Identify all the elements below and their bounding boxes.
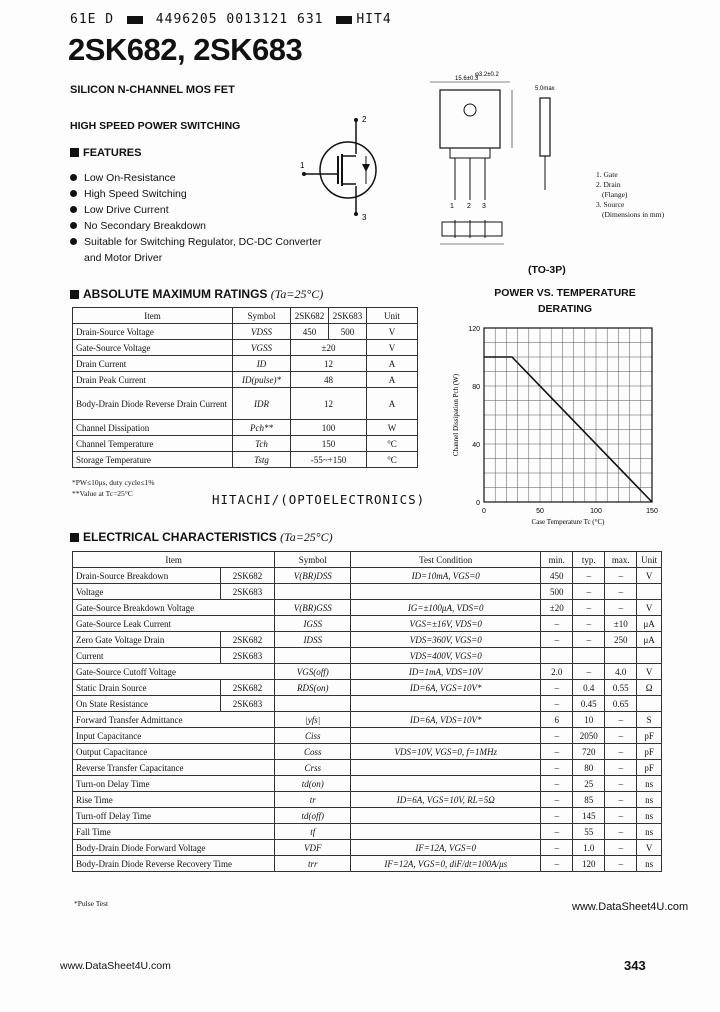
table-cell: – [541, 728, 573, 744]
table-row [73, 712, 662, 728]
table-cell: Forward Transfer Admittance [73, 712, 275, 728]
table-cell: tr [275, 792, 351, 808]
table-cell: – [605, 776, 637, 792]
table-cell: – [541, 840, 573, 856]
section-bullet [70, 290, 79, 299]
table-cell: Ciss [275, 728, 351, 744]
table-cell: IF=12A, VGS=0 [351, 840, 541, 856]
table-cell [351, 808, 541, 824]
amr-notes: *PW≤10μs, duty cycle≤1% **Value at Tc=25°C [72, 478, 155, 498]
table-row [73, 664, 662, 680]
table-row [73, 648, 662, 664]
table-cell: pF [637, 744, 662, 760]
feature-item: High Speed Switching [70, 186, 322, 202]
y-tick-label: 120 [468, 326, 480, 333]
table-cell: 6 [541, 712, 573, 728]
table-cell: – [541, 680, 573, 696]
table-cell: 0.4 [573, 680, 605, 696]
table-cell: ±20 [541, 600, 573, 616]
svg-text:15.6±0.3: 15.6±0.3 [455, 76, 479, 82]
table-row [73, 856, 662, 872]
table-cell: μA [637, 632, 662, 648]
table-row [73, 584, 662, 600]
table-cell: Reverse Transfer Capacitance [73, 760, 275, 776]
table-cell: – [573, 600, 605, 616]
svg-text:3: 3 [362, 213, 367, 222]
table-cell: – [541, 744, 573, 760]
table-cell: 2SK683 [220, 648, 274, 664]
table-row [73, 600, 662, 616]
table-cell: Ω [637, 680, 662, 696]
table-cell: – [541, 616, 573, 632]
table-cell: VDS=360V, VGS=0 [351, 632, 541, 648]
table-cell: – [605, 584, 637, 600]
table-cell: Zero Gate Voltage Drain [73, 632, 221, 648]
table-cell: VDS=400V, VGS=0 [351, 648, 541, 664]
table-cell: Gate-Source Leak Current [73, 616, 275, 632]
table-cell: VDS=10V, VGS=0, f=1MHz [351, 744, 541, 760]
table-cell [351, 824, 541, 840]
table-cell: – [605, 808, 637, 824]
header-block-mark-2 [336, 16, 352, 24]
table-header-row: Item Symbol 2SK682 2SK683 Unit [73, 308, 418, 324]
table-cell: Crss [275, 760, 351, 776]
svg-text:2: 2 [467, 203, 471, 210]
doc-header-code [70, 12, 392, 27]
table-row: Gate-Source Voltage VGSS ±20 V [73, 340, 418, 356]
table-cell: – [605, 824, 637, 840]
table-cell: tf [275, 824, 351, 840]
table-cell: 2SK682 [220, 632, 274, 648]
table-row [73, 632, 662, 648]
table-cell: – [605, 728, 637, 744]
table-cell: Gate-Source Cutoff Voltage [73, 664, 275, 680]
table-cell: V [637, 600, 662, 616]
table-cell: Drain-Source Breakdown [73, 568, 221, 584]
table-cell: 4.0 [605, 664, 637, 680]
table-cell: – [605, 792, 637, 808]
table-cell [637, 696, 662, 712]
table-cell: 120 [573, 856, 605, 872]
table-row [73, 680, 662, 696]
table-cell: – [573, 616, 605, 632]
table-cell: VGS(off) [275, 664, 351, 680]
table-cell: – [605, 600, 637, 616]
y-tick-label: 40 [472, 442, 480, 449]
table-row: Storage Temperature Tstg -55~+150 °C [73, 452, 418, 468]
table-cell: 250 [605, 632, 637, 648]
table-cell: ID=6A, VGS=10V, RL=5Ω [351, 792, 541, 808]
table-cell: 2SK683 [220, 696, 274, 712]
table-cell: – [573, 568, 605, 584]
table-cell: 2SK683 [220, 584, 274, 600]
y-axis-label: Channel Dissipation Pch (W) [452, 373, 460, 457]
table-cell [637, 584, 662, 600]
x-axis-label: Case Temperature Tc (°C) [531, 518, 605, 526]
table-cell: Gate-Source Breakdown Voltage [73, 600, 275, 616]
table-row [73, 696, 662, 712]
table-cell [275, 648, 351, 664]
table-row: Channel Temperature Tch 150 °C [73, 436, 418, 452]
package-name: (TO-3P) [528, 264, 566, 276]
table-cell: ns [637, 792, 662, 808]
x-tick-label: 0 [482, 508, 486, 515]
table-cell [351, 776, 541, 792]
table-cell: V(BR)DSS [275, 568, 351, 584]
table-cell: – [605, 760, 637, 776]
pin-legend: 1. Gate 2. Drain (Flange) 3. Source (Dimensions in mm) [596, 170, 665, 219]
table-cell: Static Drain Source [73, 680, 221, 696]
table-cell: RDS(on) [275, 680, 351, 696]
table-cell [573, 648, 605, 664]
table-cell: IGSS [275, 616, 351, 632]
table-cell: Voltage [73, 584, 221, 600]
header-block-mark [127, 16, 143, 24]
table-cell: Input Capacitance [73, 728, 275, 744]
table-cell: ns [637, 776, 662, 792]
feature-item: and Motor Driver [84, 252, 163, 264]
table-cell: – [541, 776, 573, 792]
table-row [73, 792, 662, 808]
table-row [73, 744, 662, 760]
table-cell: 0.55 [605, 680, 637, 696]
chart-title: POWER VS. TEMPERATURE DERATING [494, 287, 636, 315]
table-row [73, 728, 662, 744]
features-list [70, 170, 322, 266]
table-cell: 720 [573, 744, 605, 760]
table-cell: – [541, 856, 573, 872]
table-cell: 2050 [573, 728, 605, 744]
table-row [73, 616, 662, 632]
feature-item: Low On-Resistance [70, 170, 322, 186]
page-number: 343 [624, 958, 646, 973]
x-tick-label: 100 [590, 508, 602, 515]
table-row: Channel Dissipation Pch** 100 W [73, 420, 418, 436]
table-cell: S [637, 712, 662, 728]
table-cell: 450 [541, 568, 573, 584]
table-cell: ±10 [605, 616, 637, 632]
amr-table [72, 307, 418, 468]
table-row [73, 824, 662, 840]
table-cell [351, 696, 541, 712]
table-cell [605, 648, 637, 664]
table-cell: μA [637, 616, 662, 632]
table-row: Body-Drain Diode Reverse Drain Current IDR 12 A [73, 388, 418, 420]
table-cell: Rise Time [73, 792, 275, 808]
table-cell: – [605, 568, 637, 584]
table-cell: 2SK682 [220, 680, 274, 696]
table-cell: VDF [275, 840, 351, 856]
ec-heading: ELECTRICAL CHARACTERISTICS (Ta=25°C) [70, 530, 333, 545]
svg-text:1: 1 [450, 203, 454, 210]
feature-item: Suitable for Switching Regulator, DC-DC Converter [70, 234, 322, 250]
table-cell: ns [637, 824, 662, 840]
table-cell: pF [637, 760, 662, 776]
table-row [73, 840, 662, 856]
table-cell: 10 [573, 712, 605, 728]
table-cell: V(BR)GSS [275, 600, 351, 616]
y-tick-label: 0 [476, 500, 480, 507]
svg-text:1: 1 [300, 161, 305, 170]
table-cell: Body-Drain Diode Reverse Recovery Time [73, 856, 275, 872]
ec-table [72, 551, 662, 872]
table-cell: 80 [573, 760, 605, 776]
table-cell: – [573, 664, 605, 680]
table-cell: – [541, 696, 573, 712]
table-cell: – [541, 808, 573, 824]
features-heading: FEATURES [70, 147, 141, 159]
section-bullet [70, 533, 79, 542]
x-tick-label: 150 [646, 508, 658, 515]
table-cell: Current [73, 648, 221, 664]
table-cell: IF=12A, VGS=0, diF/dt=100A/μs [351, 856, 541, 872]
table-cell: ID=6A, VGS=10V* [351, 680, 541, 696]
table-cell [351, 584, 541, 600]
svg-text:2: 2 [362, 115, 367, 124]
y-tick-label: 80 [472, 384, 480, 391]
table-cell: 0.45 [573, 696, 605, 712]
table-cell: Output Capacitance [73, 744, 275, 760]
table-cell [637, 648, 662, 664]
table-cell: – [605, 856, 637, 872]
table-cell: 0.65 [605, 696, 637, 712]
feature-item: Low Drive Current [70, 202, 322, 218]
table-cell: 55 [573, 824, 605, 840]
table-cell: VGS=±16V, VDS=0 [351, 616, 541, 632]
table-cell [275, 584, 351, 600]
table-row: Drain Current ID 12 A [73, 356, 418, 372]
table-row [73, 760, 662, 776]
table-cell: 1.0 [573, 840, 605, 856]
table-cell [275, 696, 351, 712]
table-header-row: Item Symbol Test Condition min. typ. max. Unit [73, 552, 662, 568]
svg-text:5.0max: 5.0max [535, 86, 555, 92]
table-cell: 500 [541, 584, 573, 600]
ec-note: *Pulse Test [74, 899, 109, 908]
table-cell [351, 728, 541, 744]
svg-text:3: 3 [482, 203, 486, 210]
watermark-url[interactable]: www.DataSheet4U.com [572, 901, 689, 913]
table-cell: V [637, 840, 662, 856]
table-cell: – [541, 824, 573, 840]
table-cell: ID=1mA, VDS=10V [351, 664, 541, 680]
table-cell: 2.0 [541, 664, 573, 680]
table-cell: trr [275, 856, 351, 872]
section-bullet [70, 148, 79, 157]
table-row [73, 568, 662, 584]
table-cell: 25 [573, 776, 605, 792]
table-cell: Body-Drain Diode Forward Voltage [73, 840, 275, 856]
table-row: Drain Peak Current ID(pulse)* 48 A [73, 372, 418, 388]
amr-heading: ABSOLUTE MAXIMUM RATINGS (Ta=25°C) [70, 287, 323, 302]
table-cell: – [541, 632, 573, 648]
table-cell: |yfs| [275, 712, 351, 728]
table-cell: 85 [573, 792, 605, 808]
subtitle: SILICON N-CHANNEL MOS FET [70, 84, 235, 96]
derating-chart [448, 318, 670, 528]
table-cell: Coss [275, 744, 351, 760]
table-cell: td(on) [275, 776, 351, 792]
table-cell: ID=6A, VDS=10V* [351, 712, 541, 728]
table-cell: ns [637, 808, 662, 824]
table-cell: ns [637, 856, 662, 872]
table-cell: 2SK682 [220, 568, 274, 584]
table-cell: Turn-on Delay Time [73, 776, 275, 792]
table-cell [541, 648, 573, 664]
table-cell: pF [637, 728, 662, 744]
mosfet-symbol-icon [300, 112, 380, 222]
table-cell: Fall Time [73, 824, 275, 840]
table-row [73, 808, 662, 824]
table-cell: 145 [573, 808, 605, 824]
table-cell: IDSS [275, 632, 351, 648]
page-title: 2SK682, 2SK683 [68, 32, 303, 67]
table-cell: Turn-off Delay Time [73, 808, 275, 824]
table-cell: td(off) [275, 808, 351, 824]
table-cell: – [573, 632, 605, 648]
table-cell: V [637, 664, 662, 680]
table-cell: – [605, 712, 637, 728]
brand-stamp: HITACHI/(OPTOELECTRONICS) [212, 492, 426, 507]
table-cell: – [605, 744, 637, 760]
table-cell: – [573, 584, 605, 600]
table-cell: – [541, 760, 573, 776]
footer-url[interactable]: www.DataSheet4U.com [60, 960, 171, 972]
header-code-b: 4496205 0013121 631 [155, 12, 324, 27]
application-heading: HIGH SPEED POWER SWITCHING [70, 120, 241, 132]
feature-item: No Secondary Breakdown [70, 218, 322, 234]
table-row [73, 776, 662, 792]
table-cell: On State Resistance [73, 696, 221, 712]
header-code-a: 61E D [70, 12, 115, 27]
table-cell [351, 760, 541, 776]
table-cell: ID=10mA, VGS=0 [351, 568, 541, 584]
table-cell: V [637, 568, 662, 584]
table-cell: – [541, 792, 573, 808]
x-tick-label: 50 [536, 508, 544, 515]
table-cell: IG=±100μA, VDS=0 [351, 600, 541, 616]
header-code-c: HIT4 [356, 12, 392, 27]
svg-text:φ3.2±0.2: φ3.2±0.2 [475, 72, 499, 78]
table-row: Drain-Source Voltage VDSS 450 500 V [73, 324, 418, 340]
table-cell: – [605, 840, 637, 856]
